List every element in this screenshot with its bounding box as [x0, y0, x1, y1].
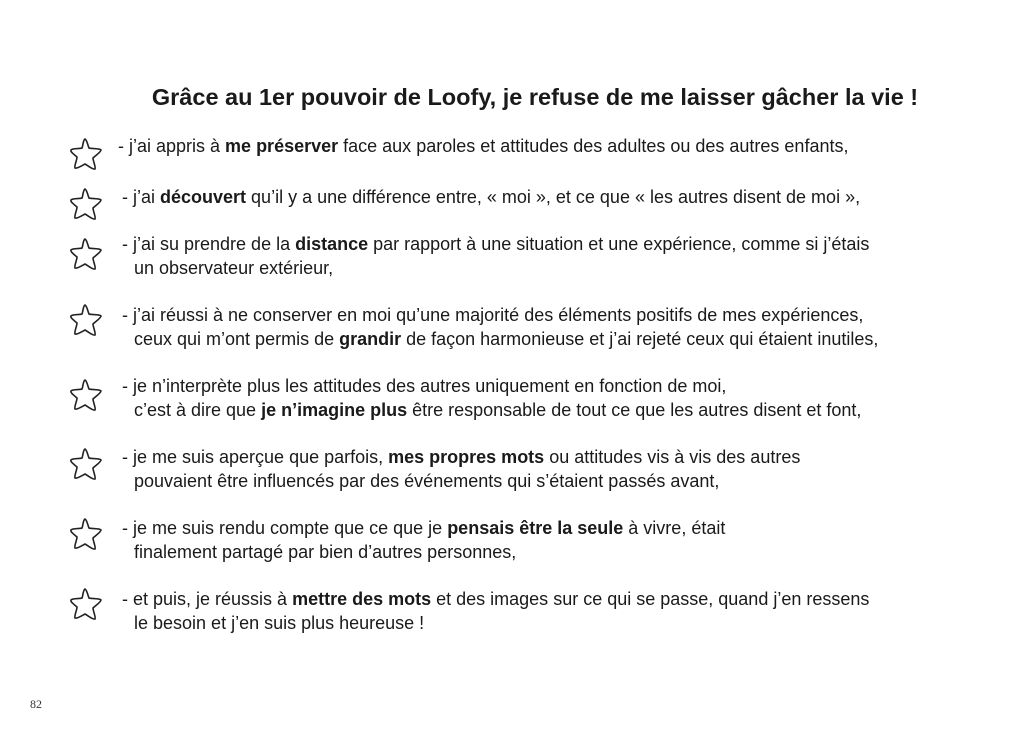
- item-text: à vivre, était: [623, 518, 726, 538]
- item-text-continued: [122, 328, 878, 352]
- item-text: face aux paroles et attitudes des adultes ou des autres enfants,: [338, 136, 849, 156]
- item-emphasis: je n’imagine plus: [261, 399, 408, 420]
- star-outline-icon: [68, 302, 104, 338]
- item-text: et des images sur ce qui se passe, quand j’en ressens: [431, 589, 870, 609]
- item-emphasis: me préserver: [225, 136, 339, 156]
- list-item: [122, 186, 860, 210]
- item-text-continued: un observateur extérieur,: [134, 257, 334, 278]
- item-text: - je me suis aperçue que parfois,: [122, 447, 389, 467]
- item-emphasis: pensais être la seule: [447, 518, 624, 538]
- item-text: ou attitudes vis à vis des autres: [544, 447, 801, 467]
- item-text: - je me suis rendu compte que ce que je: [122, 518, 448, 538]
- star-outline-icon: [68, 446, 104, 482]
- page-title: Grâce au 1er pouvoir de Loofy, je refuse de me laisser gâcher la vie !: [151, 84, 919, 110]
- item-text: qu’il y a une différence entre, « moi », et ce que « les autres disent de moi »,: [246, 187, 861, 207]
- item-text: - j’ai réussi à ne conserver en moi qu’une majorité des éléments positifs de mes expériences,: [122, 305, 864, 325]
- list-item: [122, 375, 861, 422]
- list-item: [122, 588, 869, 635]
- item-text: - et puis, je réussis à: [122, 589, 293, 609]
- list-item: [118, 135, 848, 159]
- list-item: [122, 233, 869, 280]
- star-outline-icon: [68, 516, 104, 552]
- item-text: de façon harmonieuse et j’ai rejeté ceux qui étaient inutiles,: [401, 328, 879, 349]
- item-text: par rapport à une situation et une expérience, comme si j’étais: [368, 234, 870, 254]
- list-item: [122, 446, 800, 493]
- page-number: 82: [30, 697, 42, 711]
- item-text-continued: le besoin et j’en suis plus heureuse !: [134, 612, 425, 633]
- item-text: - j’ai: [122, 187, 161, 207]
- item-text: - j’ai su prendre de la: [122, 234, 296, 254]
- star-outline-icon: [68, 586, 104, 622]
- star-outline-icon: [68, 236, 104, 272]
- item-emphasis: distance: [295, 234, 369, 254]
- star-outline-icon: [68, 377, 104, 413]
- item-text-continued: [122, 399, 861, 423]
- item-emphasis: mes propres mots: [388, 447, 545, 467]
- list-item: [122, 304, 878, 351]
- item-emphasis: mettre des mots: [292, 589, 432, 609]
- item-text: - j’ai appris à: [118, 136, 226, 156]
- item-text-continued: finalement partagé par bien d’autres personnes,: [134, 541, 517, 562]
- item-text: - je n’interprète plus les attitudes des autres uniquement en fonction de moi,: [122, 376, 727, 396]
- star-outline-icon: [68, 136, 104, 172]
- list-item: [122, 517, 725, 564]
- item-emphasis: grandir: [339, 328, 402, 349]
- item-text-continued: pouvaient être influencés par des événements qui s’étaient passés avant,: [134, 470, 720, 491]
- item-text: c’est à dire que: [134, 399, 262, 420]
- item-emphasis: découvert: [160, 187, 247, 207]
- item-text: être responsable de tout ce que les autres disent et font,: [407, 399, 862, 420]
- star-outline-icon: [68, 186, 104, 222]
- item-text: ceux qui m’ont permis de: [134, 328, 340, 349]
